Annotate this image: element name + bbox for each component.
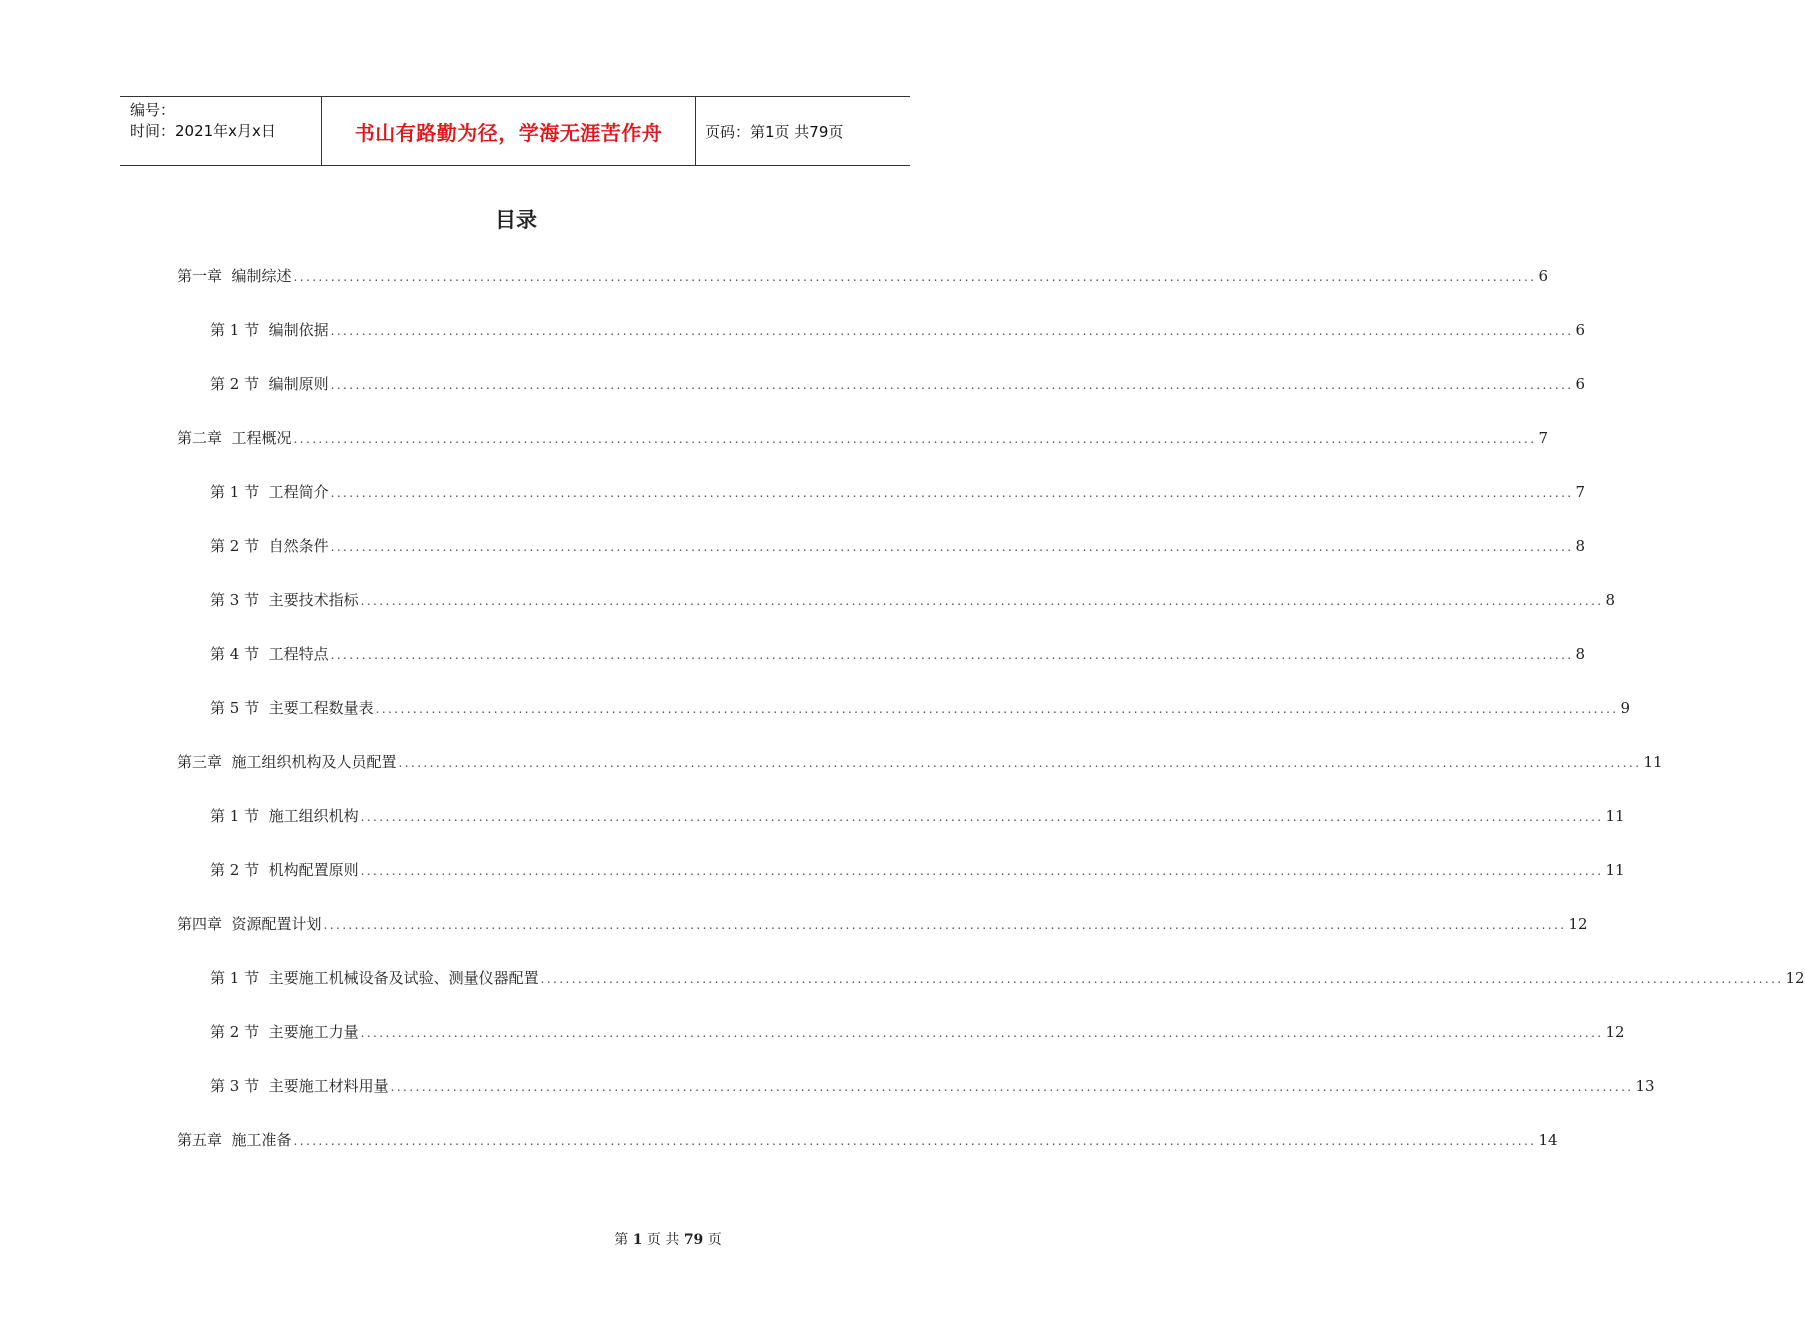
toc-entry-page-number: 8 [1575, 537, 1586, 555]
toc-entry-section[interactable] [210, 535, 1586, 557]
toc-entry-page-number: 12 [1785, 969, 1805, 987]
date-label: 时间：2021年x月x日 [130, 122, 276, 140]
toc-dot-leader: ........................................................................................................................................................................................................ [360, 864, 1604, 878]
toc-entry-label: 第 2 节 自然条件 [210, 537, 329, 555]
toc-dot-leader: ........................................................................................................................................................................................................ [360, 1026, 1604, 1040]
toc-entry-label: 第一章 编制综述 [177, 267, 292, 285]
toc-dot-leader: ........................................................................................................................................................................................................ [375, 702, 1619, 716]
toc-entry-label: 第五章 施工准备 [177, 1131, 292, 1149]
toc-title: 目录 [495, 208, 537, 232]
toc-entry-chapter[interactable] [177, 1129, 1558, 1151]
toc-entry-page-number: 8 [1605, 591, 1616, 609]
toc-dot-leader: ........................................................................................................................................................................................................ [390, 1080, 1634, 1094]
toc-entry-label: 第 1 节 工程简介 [210, 483, 329, 501]
toc-dot-leader: ........................................................................................................................................................................................................ [330, 486, 1574, 500]
toc-dot-leader: ........................................................................................................................................................................................................ [540, 972, 1784, 986]
toc-entry-label: 第 3 节 主要施工材料用量 [210, 1077, 389, 1095]
toc-dot-leader: ........................................................................................................................................................................................................ [398, 756, 1642, 770]
footer-current-page: 1 [632, 1232, 643, 1248]
footer-total-pages: 79 [683, 1232, 704, 1248]
footer-suffix: 页 [707, 1232, 722, 1248]
toc-entry-chapter[interactable] [177, 265, 1548, 287]
toc-entry-chapter[interactable] [177, 913, 1588, 935]
toc-entry-label: 第 2 节 主要施工力量 [210, 1023, 359, 1041]
toc-entry-label: 第 1 节 施工组织机构 [210, 807, 359, 825]
serial-number-label: 编号： [130, 101, 176, 119]
toc-dot-leader: ........................................................................................................................................................................................................ [330, 540, 1574, 554]
toc-dot-leader: ........................................................................................................................................................................................................ [293, 1134, 1537, 1148]
header-page-cell [696, 97, 910, 165]
footer-middle: 页 共 [646, 1232, 680, 1248]
page-footer [0, 1229, 1336, 1249]
toc-entry-page-number: 13 [1635, 1077, 1655, 1095]
toc-dot-leader: ........................................................................................................................................................................................................ [330, 648, 1574, 662]
toc-entry-page-number: 6 [1575, 375, 1586, 393]
toc-entry-label: 第三章 施工组织机构及人员配置 [177, 753, 397, 771]
toc-entry-page-number: 7 [1575, 483, 1586, 501]
toc-entry-page-number: 12 [1605, 1023, 1625, 1041]
toc-entry-page-number: 8 [1575, 645, 1586, 663]
toc-dot-leader: ........................................................................................................................................................................................................ [360, 810, 1604, 824]
toc-entry-label: 第二章 工程概况 [177, 429, 292, 447]
header-page-info: 页码：第1页 共79页 [705, 122, 844, 141]
toc-dot-leader: ........................................................................................................................................................................................................ [330, 378, 1574, 392]
header-motto-cell [322, 97, 696, 165]
toc-entry-page-number: 11 [1643, 753, 1663, 771]
toc-dot-leader: ........................................................................................................................................................................................................ [323, 918, 1567, 932]
toc-entry-page-number: 12 [1568, 915, 1588, 933]
toc-entry-section[interactable] [210, 805, 1625, 827]
toc-entry-section[interactable] [210, 967, 1805, 989]
toc-entry-chapter[interactable] [177, 427, 1548, 449]
toc-entry-label: 第 5 节 主要工程数量表 [210, 699, 374, 717]
toc-entry-label: 第 3 节 主要技术指标 [210, 591, 359, 609]
toc-dot-leader: ........................................................................................................................................................................................................ [330, 324, 1574, 338]
toc-dot-leader: ........................................................................................................................................................................................................ [293, 432, 1537, 446]
toc-entry-section[interactable] [210, 697, 1631, 719]
toc-entry-section[interactable] [210, 859, 1625, 881]
toc-entry-label: 第 4 节 工程特点 [210, 645, 329, 663]
toc-entry-label: 第 2 节 机构配置原则 [210, 861, 359, 879]
toc-entry-section[interactable] [210, 481, 1586, 503]
toc-entry-page-number: 7 [1538, 429, 1548, 447]
footer-prefix: 第 [614, 1232, 629, 1248]
toc-dot-leader: ........................................................................................................................................................................................................ [293, 270, 1537, 284]
document-header [120, 96, 910, 166]
toc-entry-label: 第 1 节 主要施工机械设备及试验、测量仪器配置 [210, 969, 539, 987]
toc-entry-chapter[interactable] [177, 751, 1663, 773]
motto-text: 书山有路勤为径，学海无涯苦作舟 [354, 120, 663, 145]
toc-entry-section[interactable] [210, 1075, 1655, 1097]
toc-entry-section[interactable] [210, 589, 1616, 611]
toc-dot-leader: ........................................................................................................................................................................................................ [360, 594, 1604, 608]
toc-entry-section[interactable] [210, 373, 1586, 395]
toc-entry-section[interactable] [210, 643, 1586, 665]
toc-entry-page-number: 9 [1620, 699, 1631, 717]
toc-entry-page-number: 6 [1538, 267, 1548, 285]
toc-entry-section[interactable] [210, 1021, 1625, 1043]
toc-entry-page-number: 11 [1605, 861, 1625, 879]
toc-entry-label: 第 1 节 编制依据 [210, 321, 329, 339]
toc-entry-section[interactable] [210, 319, 1586, 341]
header-meta-cell [120, 97, 322, 165]
toc-entry-label: 第 2 节 编制原则 [210, 375, 329, 393]
toc-entry-page-number: 6 [1575, 321, 1586, 339]
toc-entry-page-number: 11 [1605, 807, 1625, 825]
toc-entry-label: 第四章 资源配置计划 [177, 915, 322, 933]
toc-entry-page-number: 14 [1538, 1131, 1558, 1149]
